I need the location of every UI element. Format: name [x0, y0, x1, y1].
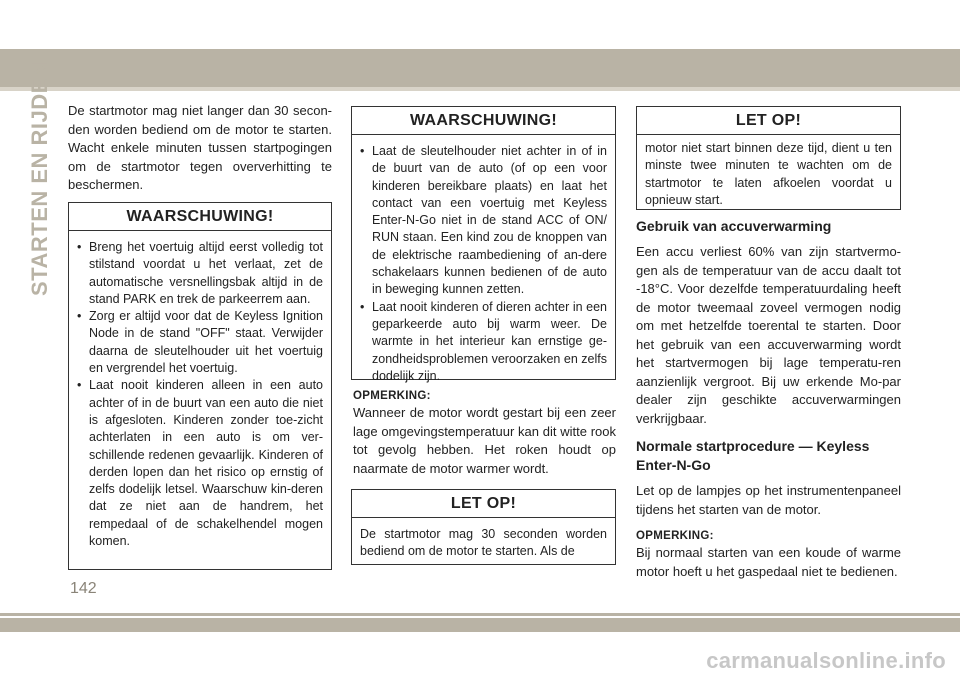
- caution-box-2-text: motor niet start binnen deze tijd, dient u ten minste twee minuten te wachten om de startmotor te laten afkoelen voordat u opnieuw start.: [645, 141, 892, 207]
- warning-box-1-list: [69, 231, 331, 550]
- caution-box-2: [636, 106, 901, 210]
- page-top-margin: [0, 0, 960, 48]
- warning-box-2-list: [352, 135, 615, 385]
- note-label: OPMERKING:: [636, 530, 714, 542]
- section-paragraph: Een accu verliest 60% van zijn startvermo-gen als de temperatuur van de accu daalt tot -18°C. Voor dezelfde temperatuurdaling heeft de motor tweemaal zoveel vermogen nodig om met hetzelfde toerental te starten. Door het gebruik van een accuverwarming wordt het startvermogen bij lage temperatu-ren aanzienlijk vergroot. Bij uw erkende Mo-par dealer zijn geschikte accuverwarmingen verkrijgbaar.: [636, 244, 901, 426]
- warning-box-2: [351, 106, 616, 383]
- warning-item: • Laat nooit kinderen alleen in een auto achter of in de buurt van een auto die niet is afgesloten. Kinderen zonder toe-zicht achterlaten in een auto is om ver-schillende redenen gevaarlijk. Kinderen of derden lopen dan het risico op ernstig of zelfs dodelijk letsel. Waarschuw kin-deren dat ze niet aan de handrem, het rempedaal of de schakelhendel mogen komen.: [77, 377, 323, 550]
- side-section-title: [25, 61, 52, 300]
- header-band-shadow: [0, 87, 960, 91]
- footer-band: [0, 618, 960, 632]
- warning-item: • Laat nooit kinderen of dieren achter in een geparkeerde auto bij warm weer. De warmte in het interieur kan ernstige ge-zondheidsproblemen veroorzaken en zelfs dodelijk zijn.: [360, 299, 607, 385]
- note-label: OPMERKING:: [353, 390, 431, 402]
- warning-box-2-title: WAARSCHUWING!: [352, 107, 615, 135]
- column-2-note: [353, 388, 616, 478]
- watermark: carmanualsonline.info: [706, 648, 946, 673]
- caution-box-2-title: LET OP!: [637, 107, 900, 135]
- note-paragraph: Wanneer de motor wordt gestart bij een zeer lage omgevingstemperatuur kan dit witte rook tot gevolg hebben. Het roken houdt op naarmate de motor warmer wordt.: [353, 405, 616, 476]
- section-paragraph: Let op de lampjes op het instrumentenpaneel tijdens het starten van de motor.: [636, 483, 901, 517]
- note-paragraph: Bij normaal starten van een koude of warme motor hoeft u het gaspedaal niet te bedienen.: [636, 545, 901, 579]
- caution-box-1-title: LET OP!: [352, 490, 615, 518]
- caution-box-1: [351, 489, 616, 565]
- footer-line: [0, 613, 960, 616]
- column-1: [68, 102, 332, 195]
- caution-box-1-text: De startmotor mag 30 seconden worden bediend om de motor te starten. Als de: [360, 527, 607, 559]
- section-heading: Normale startprocedure — Keyless Enter-N-Go: [636, 438, 870, 473]
- warning-item: • Zorg er altijd voor dat de Keyless Ignition Node in de stand "OFF" staat. Verwijder daarna de sleutelhouder uit het voertuig en vergrendel het voertuig.: [77, 308, 323, 377]
- warning-box-1: [68, 202, 332, 570]
- section-heading: Gebruik van accuverwarming: [636, 218, 832, 234]
- column-3: [636, 217, 901, 581]
- warning-item: • Laat de sleutelhouder niet achter in of in de buurt van de auto (of op een voor kinderen bereikbare plaats) en laat het contact van een voertuig met Keyless Enter-N-Go niet in de stand ACC of ON/ RUN staan. Een kind zou de knoppen van de elektrische raambediening of an-dere schakelaars kunnen bedienen of de auto in beweging kunnen zetten.: [360, 143, 607, 299]
- header-band: [0, 49, 960, 87]
- page-number: 142: [70, 580, 97, 597]
- warning-box-1-title: WAARSCHUWING!: [69, 203, 331, 231]
- warning-item: • Breng het voertuig altijd eerst volledig tot stilstand voordat u het verlaat, zet de automatische versnellingsbak altijd in de stand PARK en trek de parkeerrem aan.: [77, 239, 323, 308]
- side-section-title-text: STARTEN EN RIJDEN: [27, 61, 52, 296]
- intro-paragraph: De startmotor mag niet langer dan 30 secon-den worden bediend om de motor te starten. Wacht enkele minuten tussen startpogingen om de startmotor tegen oververhitting te beschermen.: [68, 103, 332, 192]
